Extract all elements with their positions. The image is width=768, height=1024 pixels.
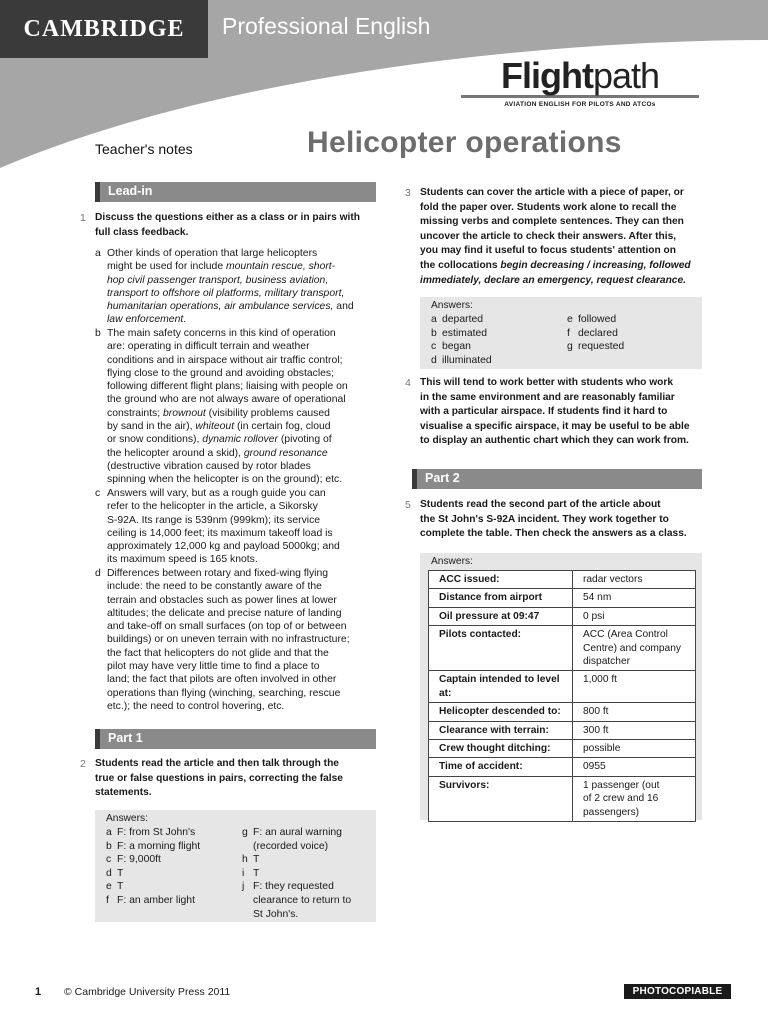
answer-item: f F: an amber light [106, 894, 195, 906]
section-label: Part 2 [425, 471, 460, 485]
table-key: Survivors: [429, 776, 573, 821]
page-number: 1 [35, 986, 42, 998]
answers-list-left [106, 826, 236, 908]
question-5-text: Students read the second part of the article about the St John's S-92A incident. They work together to complete the table. Then check the answers as a class. [420, 499, 687, 540]
answer-item: b F: a morning flight [106, 840, 201, 852]
answer-item: b estimated [431, 327, 488, 339]
section-bar-part2 [412, 469, 702, 489]
answers-label: Answers: [106, 813, 148, 824]
table-key: Clearance with terrain: [429, 721, 573, 739]
table-row [429, 607, 696, 625]
answers-table [428, 570, 696, 822]
logo-subtitle: AVIATION ENGLISH FOR PILOTS AND ATCOs [504, 101, 656, 108]
photocopiable-badge: PHOTOCOPIABLE [624, 984, 731, 999]
question-3-text: Students can cover the article with a piece of paper, or fold the paper over. Students work alone to recall the missing verbs and complete sentences. They can then uncover the article to check their answers. After this, you may find it useful to focus students' attention on the collocations begin decreasing / increasing, followed immediately, declare an emergency, request clearance. [420, 187, 691, 286]
table-row [429, 758, 696, 776]
table-row [429, 740, 696, 758]
table-value: radar vectors [573, 571, 696, 589]
table-key: Distance from airport [429, 589, 573, 607]
table-row [429, 571, 696, 589]
table-row [429, 626, 696, 671]
table-row [429, 721, 696, 739]
question-1-a [95, 247, 380, 327]
answers-label: Answers: [431, 300, 473, 311]
answer-item: g requested [567, 341, 625, 353]
item-text: Answers will vary, but as a rough guide you can refer to the helicopter in the article, a Sikorsky S-92A. Its range is 539nm (999km); its service ceiling is 14,000 feet; its maximum takeoff load is approximately 12,000 kg and payload 5000kg; and its maximum speed is 165 knots. [107, 488, 340, 566]
answer-item: c F: 9,000ft [106, 854, 161, 866]
table-value: 800 ft [573, 703, 696, 721]
cambridge-brand: CAMBRIDGE [0, 0, 208, 58]
answer-item: d T [106, 867, 124, 879]
answer-item: f declared [567, 327, 618, 339]
answer-item: a departed [431, 314, 484, 325]
answer-item: e followed [567, 314, 617, 325]
question-4-text: This will tend to work better with students who work in the same environment and are reasonably familiar with a particular airspace. If students find it hard to visualise a specific airspace, it may be useful to be able to display an authentic chart which they can work from. [420, 377, 690, 447]
question-1-text: Discuss the questions either as a class or in pairs with full class feedback. [95, 212, 360, 238]
question-number: 1 [80, 212, 86, 224]
answer-item: d illuminated [431, 354, 492, 366]
table-key: Crew thought ditching: [429, 740, 573, 758]
table-key: Captain intended to level at: [429, 671, 573, 703]
page-title: Helicopter operations [307, 126, 622, 159]
series-title: Professional English [222, 13, 431, 39]
section-bar-leadin [95, 182, 376, 202]
teachers-notes-label: Teacher's notes [95, 141, 193, 157]
question-1-d [95, 567, 380, 713]
answers-label: Answers: [431, 556, 473, 567]
table-key: Time of accident: [429, 758, 573, 776]
table-value: 54 nm [573, 589, 696, 607]
table-value: 0955 [573, 758, 696, 776]
answer-item: g F: an aural warning (recorded voice) [242, 827, 342, 852]
section-label: Lead-in [108, 184, 153, 198]
item-letter: a [95, 248, 101, 259]
answer-item: c began [431, 341, 471, 353]
table-row [429, 671, 696, 703]
table-row [429, 703, 696, 721]
table-value: 1,000 ft [573, 671, 696, 703]
table-value: 0 psi [573, 607, 696, 625]
section-label: Part 1 [108, 731, 143, 745]
copyright: © Cambridge University Press 2011 [64, 986, 231, 998]
question-1-b [95, 327, 380, 487]
table-value: possible [573, 740, 696, 758]
answers-list-right [567, 313, 687, 354]
answer-item: i T [242, 867, 260, 879]
table-value: ACC (Area Control Centre) and company dispatcher [573, 626, 696, 671]
question-number: 3 [405, 187, 411, 199]
table-key: Pilots contacted: [429, 626, 573, 671]
flightpath-logo [455, 55, 705, 108]
logo-light: path [592, 55, 660, 96]
table-key: ACC issued: [429, 571, 573, 589]
item-letter: d [95, 568, 101, 579]
question-1-c [95, 487, 380, 567]
answer-item: a F: from St John's [106, 827, 196, 838]
item-letter: c [95, 488, 101, 499]
item-text: The main safety concerns in this kind of operation are: operating in difficult terrain and weather conditions and in airspace without air traffic control; flying close to the ground and avoiding obstacles; following different flight plans; liaising with people on the ground who are not always aware of operational constraints; brownout (visibility problems caused by sand in the air), whiteout (in certain fog, cloud or snow conditions), dynamic rollover (pivoting of the helicopter around a skid), ground resonance (destructive vibration caused by rotor blades spinning when the helicopter is on the ground); etc. [107, 328, 348, 486]
answer-item: j F: they requested clearance to return to St John's. [242, 881, 352, 920]
item-text: Other kinds of operation that large helicopters might be used for include mountain rescue, short- hop civil passenger transport, business aviation, transport to offshore oil platforms, military transport, humanitarian operations, air ambulance services, and law enforcement. [107, 248, 354, 326]
answer-item: e T [106, 881, 124, 893]
item-text: Differences between rotary and fixed-wing flying include: the need to be constantly aware of the terrain and obstacles such as power lines at lower altitudes; the delicate and precise nature of landing and take-off on small surfaces (on top of or between buildings) or on uneven terrain with no infrastructure; the fact that helicopters do not glide and that the pilot may have very little time to find a place to land; the fact that pilots are often involved in other operations than flying (winching, searching, rescue etc.); the need to control hovering, etc. [107, 568, 350, 712]
answers-list-left [431, 313, 551, 367]
table-value: 1 passenger (out of 2 crew and 16 passengers) [573, 776, 696, 821]
table-row [429, 776, 696, 821]
question-number: 5 [405, 499, 411, 511]
logo-bold: Flight [500, 55, 593, 96]
table-row [429, 589, 696, 607]
question-2-text: Students read the article and then talk through the true or false questions in pairs, correcting the false statements. [95, 758, 343, 799]
table-value: 300 ft [573, 721, 696, 739]
section-bar-part1 [95, 729, 376, 749]
question-number: 2 [80, 758, 86, 770]
answer-item: h T [242, 854, 260, 866]
item-letter: b [95, 328, 101, 339]
answers-list-right [242, 826, 376, 921]
table-key: Oil pressure at 09:47 [429, 607, 573, 625]
table-key: Helicopter descended to: [429, 703, 573, 721]
question-number: 4 [405, 377, 411, 389]
